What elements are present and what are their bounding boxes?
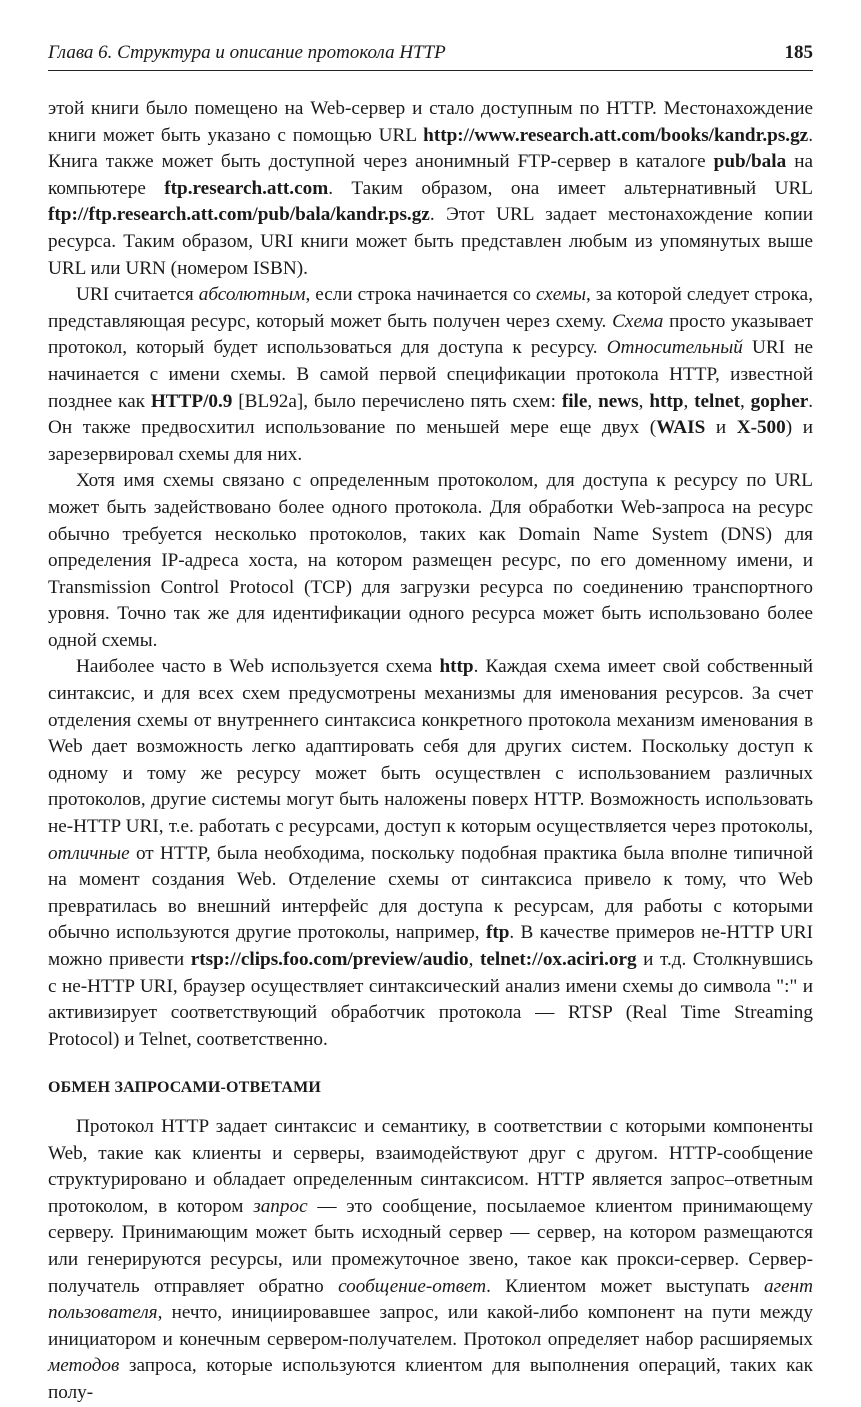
text: ,	[739, 390, 751, 412]
term: схемы	[535, 284, 587, 306]
term: запрос	[253, 1195, 308, 1217]
paragraph-3: Хотя имя схемы связано с определенным протоколом, для доступа к ресурсу по URL может быть задействовано более одного протокола. Для обработки Web-запроса на ресурс обычно требуется несколько протоколов, таких как Domain Name System (DNS) для определения IP-адреса хоста, на котором размещен ресурс, по его доменному имени, и Transmission Control Protocol (TCP) для загрузки ресурса по соединению транспортного уровня. Точно так же для идентификации одного ресурса может быть использовано более одной схемы.	[48, 470, 813, 651]
text: и	[705, 417, 737, 439]
ftp-url: ftp://ftp.research.att.com/pub/bala/kandr.ps.gz	[48, 204, 430, 226]
text: ,	[683, 390, 695, 412]
text: этой книги было помещено на Web-сервер и стало доступным по HTTP. Местонахождение книги может быть указано с помощью URL	[48, 98, 813, 146]
rtsp-url: rtsp://clips.foo.com/preview/audio	[190, 949, 469, 970]
text: на компьютере	[48, 151, 813, 199]
keyword: HTTP/0.9	[150, 390, 233, 412]
keyword: gopher	[750, 390, 809, 412]
book-url: http://www.research.att.com/books/kandr.ps.gz	[423, 124, 809, 146]
keyword: http	[439, 656, 474, 678]
text: и т.д. Столкнувшись с не-HTTP URI, браузер осуществляет синтаксический анализ имени схемы до символа ":" и активизирует соответствующий обработчик протокола — RTSP (Real Time Streaming Protocol) и Telnet, соответственно.	[48, 949, 814, 1050]
text: — это сообщение, посылаемое клиентом принимающему серверу. Принимающим может быть исходный сервер — сервер, на котором размещаются или генерируются ресурсы, или промежуточное звено, такое как прокси-сервер. Сервер-получатель отправляет обратно	[48, 1195, 814, 1297]
keyword: X-500	[736, 417, 786, 439]
text: от HTTP, была необходима, поскольку подобная практика была вполне типичной на момент создания Web. Отделение схемы от синтаксиса привело к тому, что Web превратилась во внешний интерфейс для доступа к ресурсам, для работы с которыми обычно используются другие протоколы, например,	[48, 842, 813, 944]
paragraph-5	[48, 1114, 813, 1407]
text: URI считается	[76, 284, 199, 306]
telnet-url: telnet://ox.aciri.org	[479, 949, 637, 970]
text: . Каждая схема имеет свой собственный синтаксис, и для всех схем предусмотрены механизмы для именования ресурсов. За счет отделения схемы от внутреннего синтаксиса конкретного протокола механизм именования в Web дает возможность легко адаптировать себя для других систем. Поскольку доступ к одному и тому же ресурсу может быть осуществлен с использованием различных протоколов, другие системы могут быть наложены поверх HTTP. Возможность использовать не-HTTP URI, т.е. работать с ресурсами, доступ к которым осуществляется через протоколы,	[48, 656, 813, 838]
text: запроса, которые используются клиентом для выполнения операций, таких как полу-	[48, 1355, 813, 1403]
running-header	[48, 36, 813, 71]
keyword: file	[561, 390, 588, 412]
ftp-directory: pub/bala	[713, 151, 787, 173]
text: . Книга также может быть доступной через анонимный FTP-сервер в каталоге	[48, 124, 813, 173]
text: Протокол HTTP задает синтаксис и семантику, в соответствии с которыми компоненты Web, такие как клиенты и серверы, взаимодействуют друг с другом. HTTP-сообщение структурировано и обладает определенным синтаксисом. HTTP является запрос–ответным протоколом, в котором	[48, 1115, 813, 1217]
keyword: ftp	[485, 922, 510, 944]
term: методов	[48, 1355, 120, 1377]
paragraph-4	[48, 654, 813, 1053]
term: Схема	[612, 310, 664, 332]
text: ,	[468, 949, 480, 970]
text: . Таким образом, она имеет альтернативный URL	[328, 177, 813, 199]
keyword: news	[598, 390, 639, 412]
text: . В качестве примеров не-HTTP URI можно привести	[48, 922, 813, 970]
term: абсолютным	[198, 284, 306, 306]
text: просто указывает протокол, который будет использоваться для доступа к ресурсу.	[48, 310, 814, 359]
term: отличные	[48, 842, 130, 864]
term: сообщение-ответ	[338, 1275, 487, 1297]
text: , за которой следует строка, представляющая ресурс, который может быть получен через схему.	[48, 284, 813, 332]
section-heading: ОБМЕН ЗАПРОСАМИ-ОТВЕТАМИ	[48, 1079, 322, 1097]
keyword: telnet	[694, 390, 740, 412]
page-number: 185	[784, 42, 813, 63]
ftp-host: ftp.research.att.com	[164, 177, 329, 199]
text: URI не начинается с имени схемы. В самой первой спецификации протокола HTTP, известной позднее как	[48, 337, 813, 412]
text: . Этот URL задает местонахождение копии ресурса. Таким образом, URI книги может быть представлен любым из упомянутых выше URL или URN (номером ISBN).	[48, 204, 813, 279]
text: , если строка начинается со	[305, 284, 536, 306]
term: Относительный	[606, 337, 743, 359]
keyword: http	[649, 390, 684, 412]
keyword: WAIS	[656, 417, 706, 439]
text: [BL92a], было перечислено пять схем:	[232, 390, 562, 412]
text: . Клиентом может выступать	[486, 1275, 765, 1297]
chapter-title: Глава 6. Структура и описание протокола HTTP	[48, 42, 446, 63]
text: , нечто, инициировавшее запрос, или какой-либо компонент на пути между инициатором и конечным сервером-получателем. Протокол определяет набор расширяемых	[48, 1302, 813, 1350]
text: . Он также предвосхитил использование по меньшей мере еще двух (	[48, 390, 814, 439]
text: ) и зарезервировал схемы для них.	[48, 417, 813, 465]
text: ,	[638, 390, 650, 412]
paragraph-2	[48, 282, 813, 468]
term: агент пользователя	[48, 1275, 813, 1324]
text: ,	[587, 390, 599, 412]
page-body	[48, 96, 813, 1407]
paragraph-1	[48, 96, 813, 282]
text: Наиболее часто в Web используется схема	[76, 656, 440, 678]
